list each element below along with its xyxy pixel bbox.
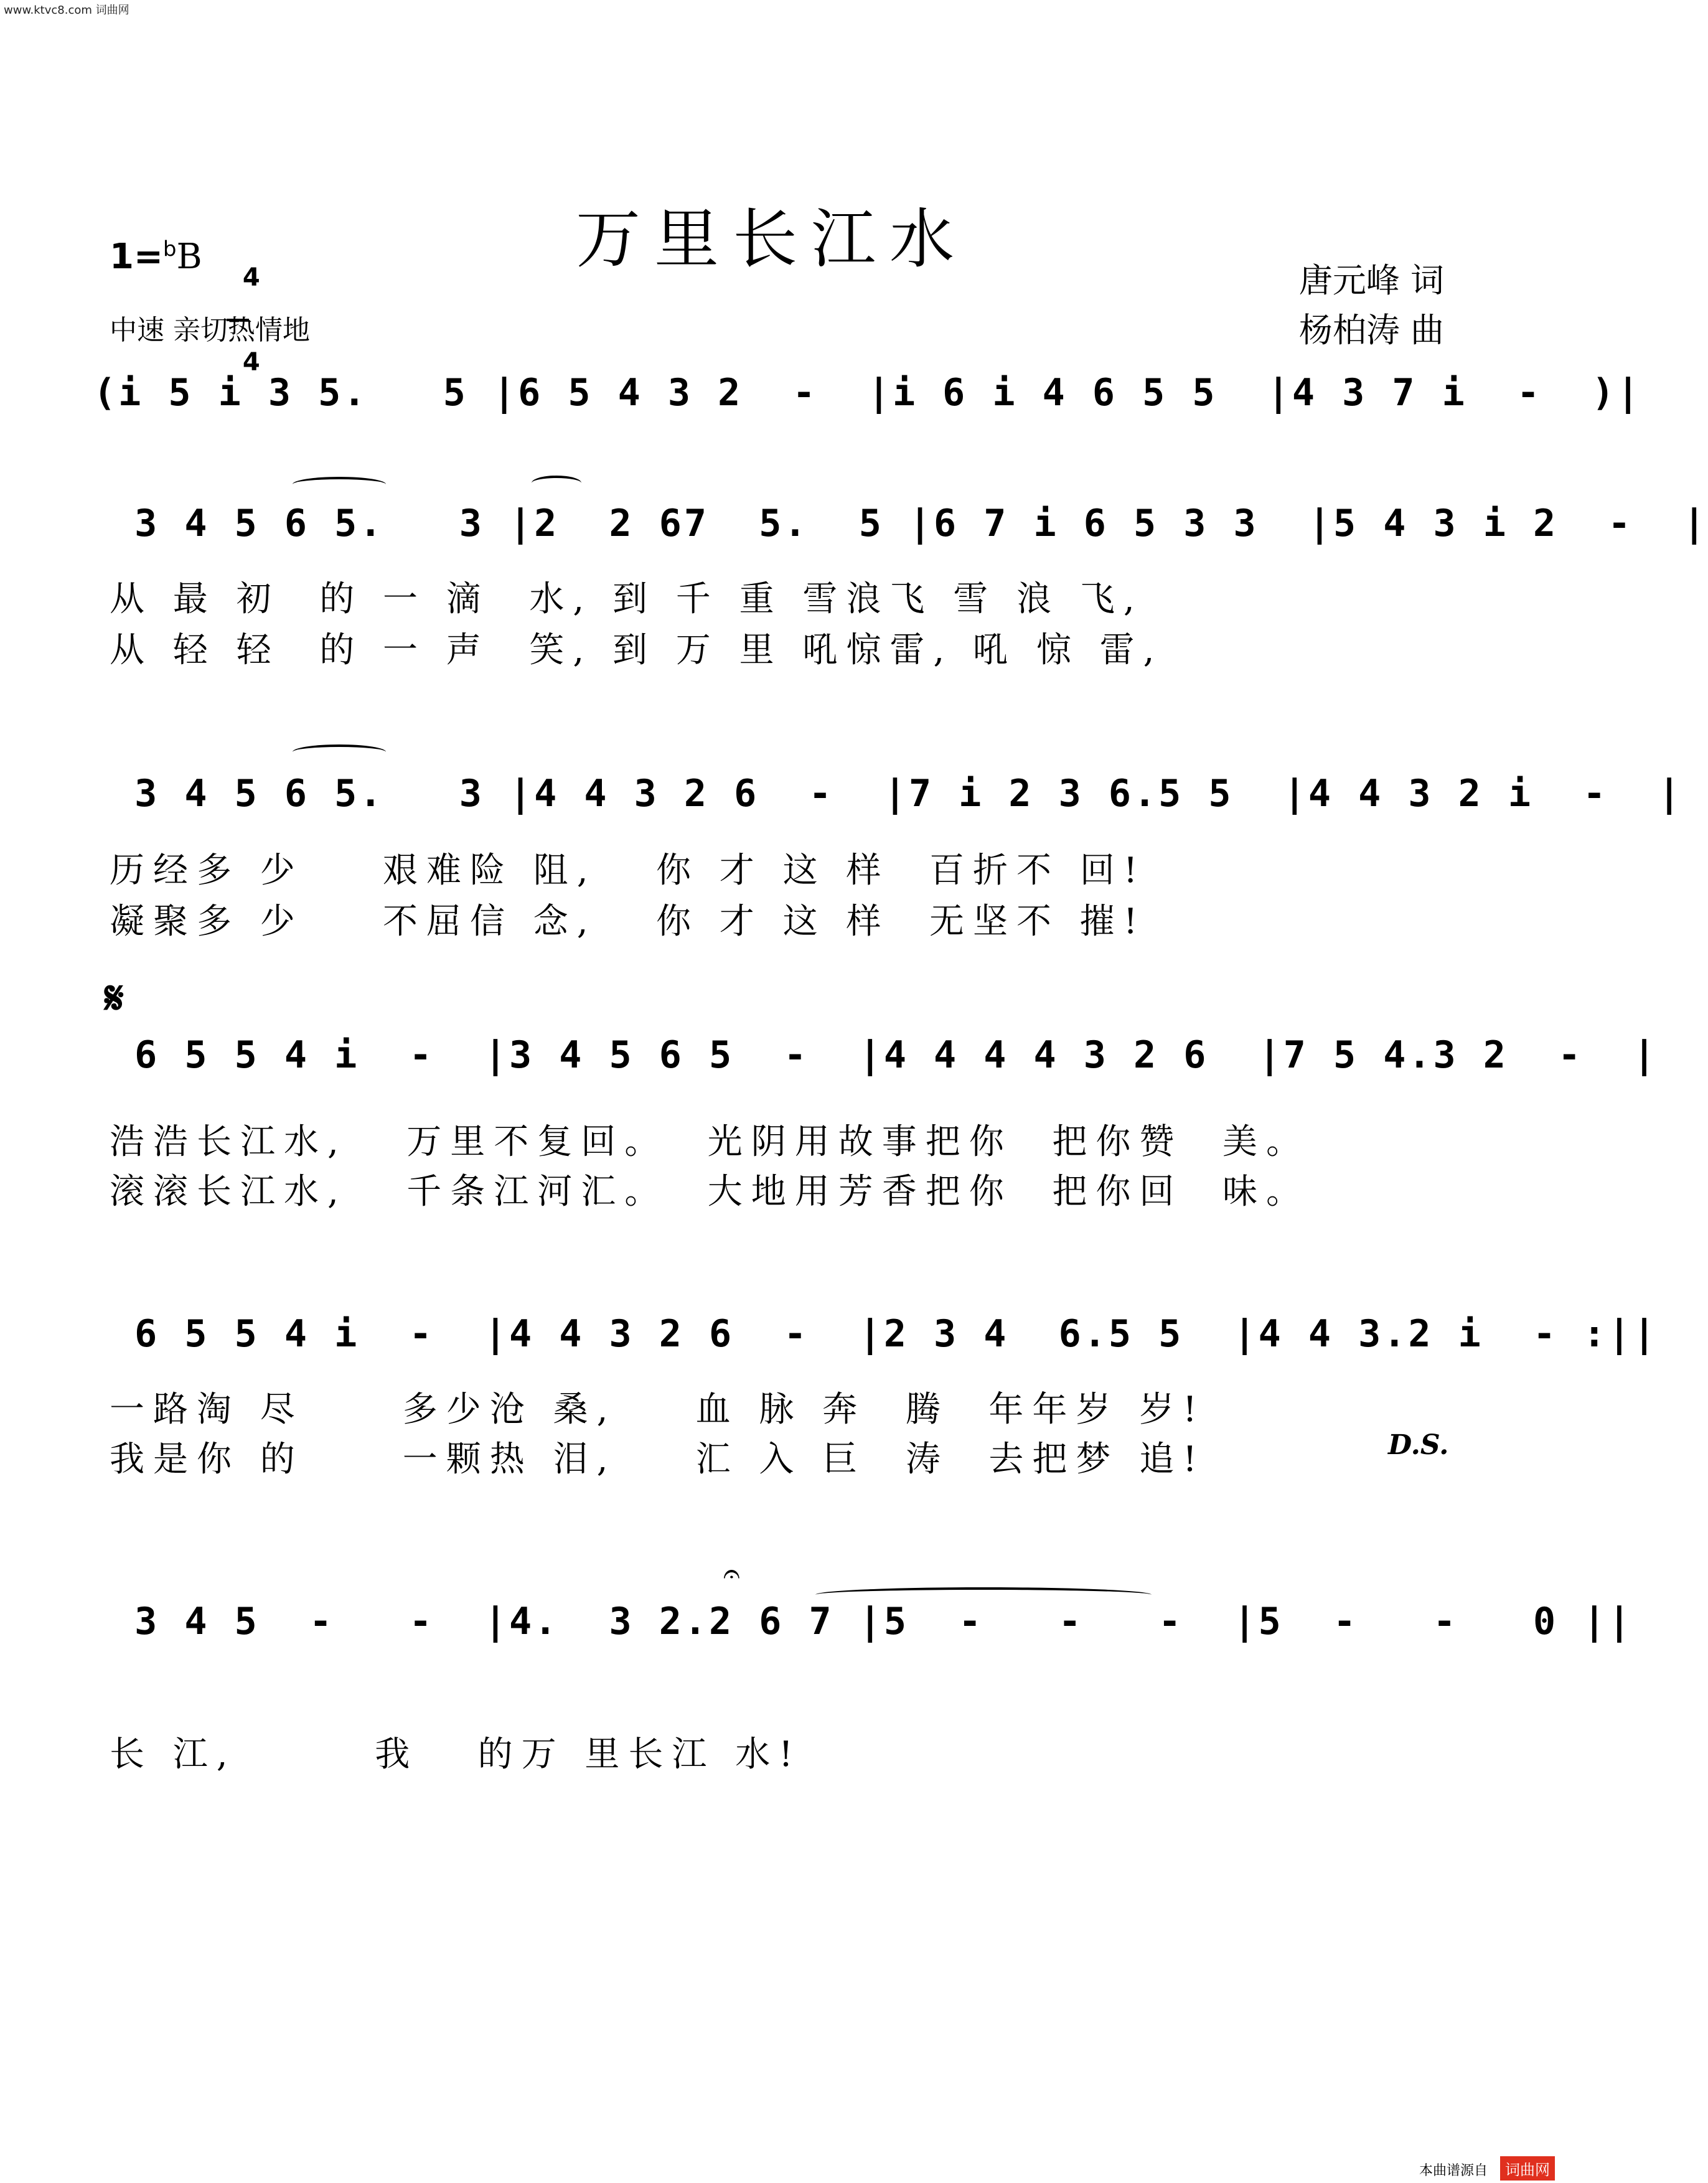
composer-credit: 杨柏涛 曲 — [1298, 311, 1444, 350]
lyric-line-2a: 从 最 初 的 一 滴 水, 到 千 重 雪浪飞 雪 浪 飞, — [110, 579, 1143, 619]
lyric-line-5a: 一路淘 尽 多少沧 桑, 血 脉 奔 腾 年年岁 岁! — [110, 1389, 1206, 1430]
lyric-line-5b: 我是你 的 一颗热 泪, 汇 入 巨 涛 去把梦 追! — [110, 1439, 1206, 1480]
meter-bottom: 4 — [242, 348, 260, 377]
lyric-line-4a: 浩浩长江水, 万里不复回。 光阴用故事把你 把你赞 美。 — [110, 1122, 1310, 1162]
footer-source-label: 本曲谱源自 — [1419, 2163, 1488, 2179]
score-line-4: 6 5 5 4 i - |3 4 5 6 5 - |4 4 4 4 3 2 6 |7 5 4.3 2 - | — [110, 1033, 1658, 1077]
score-line-6: 3 4 5 - - |4. 3 2.2 6 7 |5 - - - |5 - - 0 || — [110, 1600, 1633, 1643]
song-title: 万里长江水 — [575, 201, 968, 277]
score-line-5: 6 5 5 4 i - |4 4 3 2 6 - |2 3 4 6.5 5 |4 4 3.2 i - :|| — [110, 1312, 1658, 1356]
lyric-line-3b: 凝聚多 少 不屈信 念, 你 才 这 样 无坚不 摧! — [110, 901, 1147, 942]
tie-arc — [815, 1587, 1152, 1602]
lyric-line-3a: 历经多 少 艰难险 阻, 你 才 这 样 百折不 回! — [110, 850, 1147, 891]
tie-arc — [532, 476, 581, 491]
flat-sign: b — [162, 237, 177, 262]
fermata-icon: 𝄐 — [723, 1556, 740, 1591]
score-line-3: 3 4 5 6 5. 3 |4 4 3 2 6 - |7 i 2 3 6.5 5 |4 4 3 2 i - | — [110, 772, 1683, 815]
key-note: B — [176, 237, 202, 277]
lyricist-credit: 唐元峰 词 — [1298, 261, 1444, 300]
dal-segno-mark: D.S. — [1388, 1429, 1449, 1461]
footer-site-badge: 词曲网 — [1500, 2156, 1555, 2181]
tie-arc — [293, 744, 386, 759]
lyric-line-4b: 滚滚长江水, 千条江河汇。 大地用芳香把你 把你回 味。 — [110, 1171, 1310, 1212]
score-line-1: (i 5 i 3 5. 5 |6 5 4 3 2 - |i 6 i 4 6 5 5 |4 3 7 i - )| — [93, 371, 1642, 415]
lyric-line-6: 长 江, 我 的万 里长江 水! — [110, 1734, 802, 1775]
key-signature — [110, 237, 202, 277]
tempo-marking: 中速 亲切热情地 — [110, 314, 310, 346]
segno-sign: 𝄋 — [105, 971, 124, 1024]
tie-arc — [293, 477, 386, 492]
site-header: www.ktvc8.com 词曲网 — [4, 4, 129, 17]
score-line-2: 3 4 5 6 5. 3 |2 2 67 5. 5 |6 7 i 6 5 3 3 |5 4 3 i 2 - | — [110, 502, 1708, 545]
key-prefix: 1= — [110, 237, 163, 277]
meter-top: 4 — [242, 263, 260, 292]
lyric-line-2b: 从 轻 轻 的 一 声 笑, 到 万 里 吼惊雷, 吼 惊 雷, — [110, 630, 1163, 670]
time-signature — [225, 237, 260, 377]
